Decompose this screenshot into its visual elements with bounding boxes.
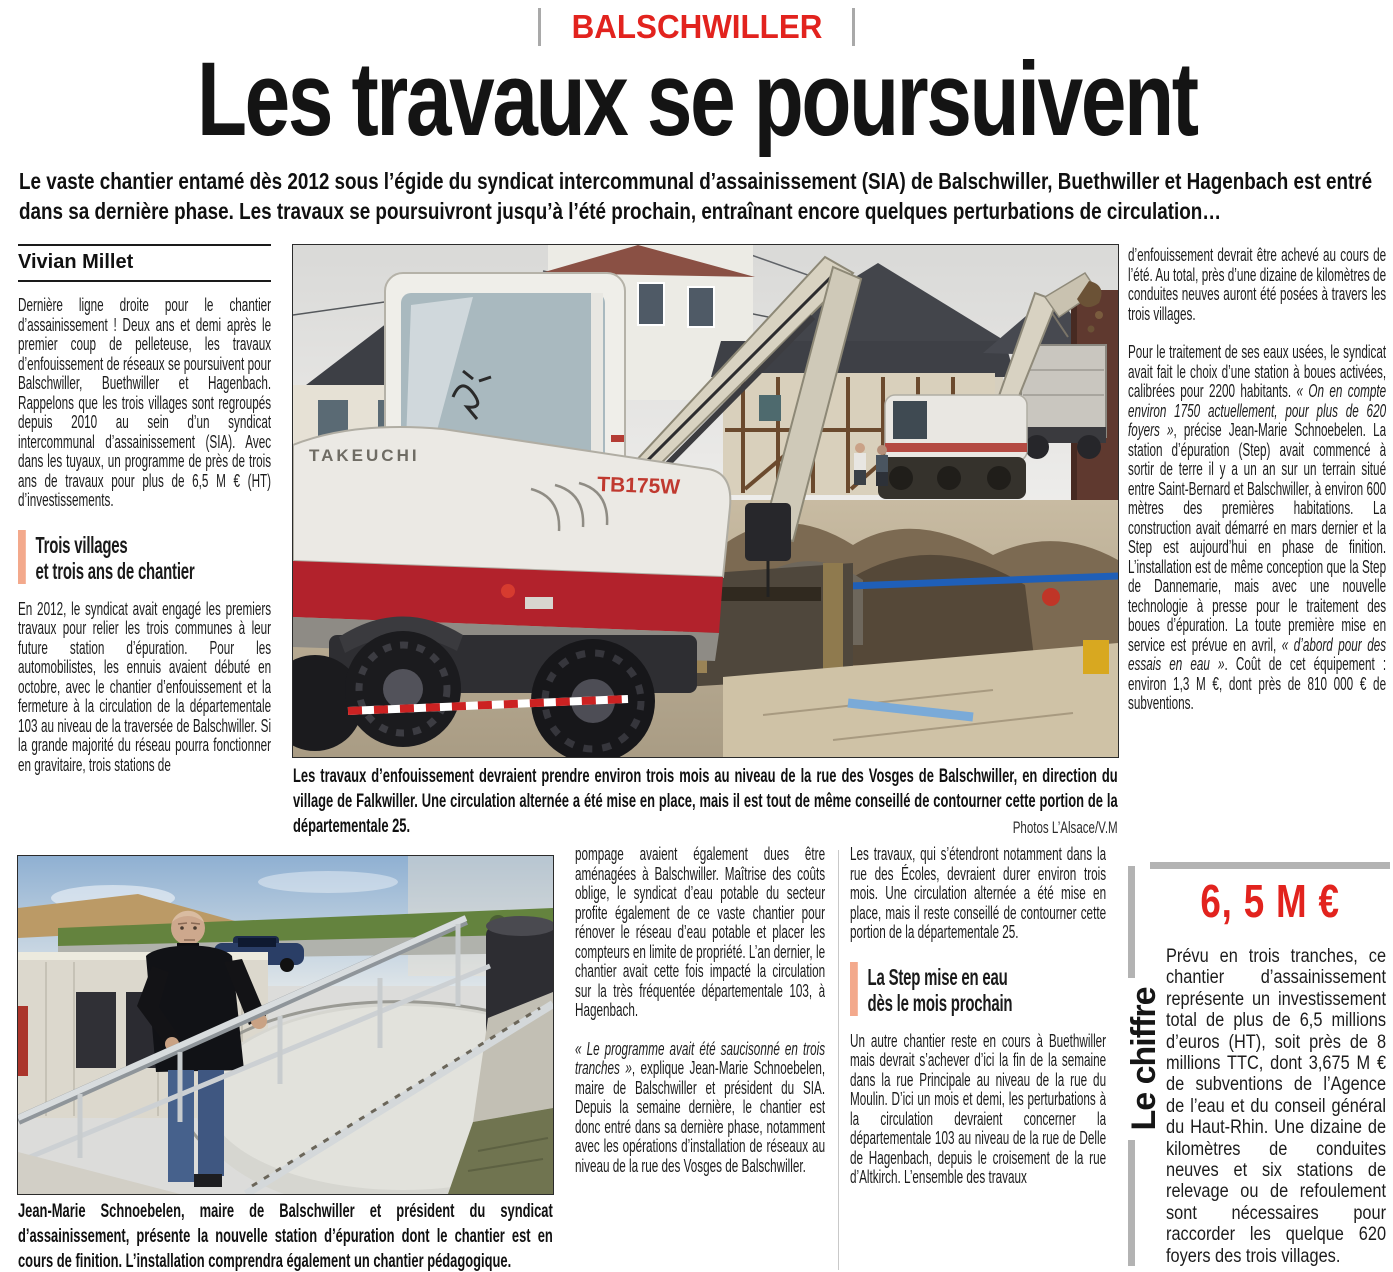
byline-block [18,244,271,282]
subhead-line2: et trois ans de chantier [35,557,195,584]
byline-name: Vivian Millet [18,251,134,273]
photo-credit: Photos L’Alsace/V.M [1006,818,1118,838]
column-3 [850,845,1106,1272]
subhead-step [850,962,1106,1016]
column-2 [575,845,825,1272]
figure-box-left-bar-upper [1128,866,1135,978]
c1-para1: Dernière ligne droite pour le chantier d’assainissement ! Deux ans et demi après le premier coup de pelleteuse, les travaux d’enfouissement de réseaux se poursuivent pour Balschwiller, Buethwiller et Hagenbach. Rappelons que les trois villages sont regroupés depuis 2010 au sein d’un syndicat intercommunal d’assainissement (SIA). Avec dans les tuyaux, un programme de près de trois ans de travaux pour plus de 6,5 M € (HT) d’investissements. [18,296,271,510]
main-caption-text: Les travaux d’enfouissement devraient prendre environ trois mois au niveau de la rue des Vosges de Balschwiller, en direction du village de Falkwiller. Une circulation alternée a été mise en place, mais il est tout de même conseillé de contourner cette portion de la départementale 25. [293,766,1118,837]
house-window [638,283,664,325]
cloud [258,871,398,893]
c2-para1: pompage avaient également dues être aménagées à Balschwiller. Maîtrise des coûts oblige, le syndicat d’eau potable du secteur profite également de ce vaste chantier pour rénover le réseau d’eau potable et placer les compteurs en limite de propriété. L’an dernier, le chantier avait cette fois impacté la circulation sur la très fréquentée départementale 103, à Hagenbach. [575,845,825,1020]
lead-text: Le vaste chantier entamé dès 2012 sous l’égide du syndicat intercommunal d’assainissement (SIA) de Balschwiller, Buethwiller et Hagenbach est entré dans sa dernière phase. Les travaux se poursuivront jusqu’à l’été prochain, entraînant encore quelques perturbations de circulation… [19,168,1373,224]
figure-box-text: Prévu en trois tranches, ce chantier d’assainissement représente un investissement total de plus de 6,5 millions d’euros (HT), soit près de 8 millions TTC, dont 3,675 M € de subventions de l’Agence de l’eau et du conseil général du Haut-Rhin. Une dizaine de kilomètres de conduites neuves et six stations de relevage ou de refoulement sont nécessaires pour raccorder les quelque 620 foyers des trois villages. [1166,946,1386,1267]
grapple [745,503,791,561]
taillight [501,584,515,598]
kicker-town: BALSCHWILLER [571,8,822,45]
house-window [688,287,714,327]
cab-handle [611,435,624,442]
station-photo-illustration [18,856,553,1194]
subhead-line2: dès le mois prochain [867,989,1013,1016]
reflector [525,597,553,609]
quote-italic: « On en compte environ 1750 actuellement, pour plus de 620 foyers » [1128,381,1386,440]
subhead-accent-bar [850,962,858,1016]
subhead-trois-villages [18,530,271,584]
column-divider [838,850,839,1270]
quote-italic: « Le programme avait été saucisonné en trois tranches » [575,1038,825,1078]
c4-para1: d’enfouissement devrait être achevé au cours de l’été. Au total, près d’une dizaine de kilomètres de conduites neuves auront été posées à travers les trois villages. [1128,246,1386,324]
c4-para2: Pour le traitement de ses eaux usées, le syndicat avait fait le choix d’une station à boues activées, calibrées pour 2200 habitants. « On en compte environ 1750 actuellement, pour plus de 620 foyers », précise Jean-Marie Schnoebelen. La station d’épuration (Step) avait commencé à sortir de terre il y a un an sur un terrain situé entre Saint-Bernard et Balschwiller, à environ 600 mètres des premières habitations. La construction avait démarré en mars dernier et la Step est aujourd’hui en phase de finition. L’installation est de même conception que la Step de Dannemarie, mais avec une nouvelle technologie à presse pour le traitement des boues d’épuration. La toute première mise en service est prévue en avril, « d’abord pour des essais en eau ». Coût de cet équipement : environ 1,3 M €, dont près de 810 000 € de subventions. [1128,342,1386,713]
shoe [194,1174,222,1187]
machine-model-label: TB175W [596,473,681,499]
station-photo-caption [18,1199,553,1272]
main-photo [293,245,1118,757]
timber-window [759,395,781,421]
column-4 [1128,246,1386,852]
byline-rule-bottom [18,280,271,282]
figure-box-number: 6, 5 M € [1200,875,1340,927]
c3-para2: Un autre chantier reste en cours à Buethwiller mais devrait s’achever d’ici la fin de la semaine dans la rue Principale au niveau de la rue du Moulin. D’ici un mois et demi, les perturbations à la circulation devraient concerner la départementale 103 au niveau de la rue de Delle de Hagenbach, depuis le croisement de la rue d’Altkirch. L’ensemble des travaux [850,1030,1106,1187]
hydrant [1042,588,1060,606]
subhead-line1: Trois villages [35,531,128,558]
station-caption-text: Jean-Marie Schnoebelen, maire de Balschwiller et président du syndicat d’assainissement, présente la nouvelle station d’épuration dont le chantier est en cours de finition. L’installation comprendra également un chantier pédagogique. [18,1201,553,1272]
figure-box-left-bar-lower [1128,1140,1135,1266]
subhead-line1: La Step mise en eau [867,963,1008,990]
walkway [18,1152,180,1194]
station-photo [18,856,553,1194]
figure-box-top-bar [1150,862,1390,869]
column-1 [18,296,271,848]
c1-para2: En 2012, le syndicat avait engagé les premiers travaux pour relier les trois communes à leur future station d’épuration. Pour les automobilistes, les ennuis avaient débuté en octobre, avec le chantier d’enfouissement et la fermeture à la circulation de la départementale 103 au niveau de la traversée de Balschwiller. Si la grande majorité du réseau pourra fonctionner en gravitaire, trois stations de [18,598,271,775]
quote-italic: « d’abord pour des essais en eau » [1128,634,1386,674]
c2-para2: « Le programme avait été saucisonné en trois tranches », explique Jean-Marie Schnoebelen, maire de Balschwiller et président du SIA. Depuis la semaine dernière, le chantier est donc entré dans sa dernière phase, notamment avec les opérations d’installation de réseaux au niveau de la rue des Vosges de Balschwiller. [575,1038,825,1176]
figure-box-label: Le chiffre [1125,987,1163,1131]
subhead-accent-bar [18,530,26,584]
lead-paragraph [19,166,1375,232]
truck [1021,345,1106,459]
machine-brand-label: TAKEUCHI [309,446,420,465]
red-pipe [18,1006,28,1076]
main-photo-illustration [293,245,1118,757]
headline [0,41,1393,158]
c3-para1: Les travaux, qui s’étendront notamment dans la rue des Écoles, devraient durer environ trois mois. Une circulation alternée a été mise en place, mais il reste conseillé de contourner cette portion de la départementale 25. [850,845,1106,942]
main-photo-caption [293,764,1118,842]
yellow-equipment [1083,640,1109,674]
headline-text: Les travaux se poursuivent [196,41,1197,158]
